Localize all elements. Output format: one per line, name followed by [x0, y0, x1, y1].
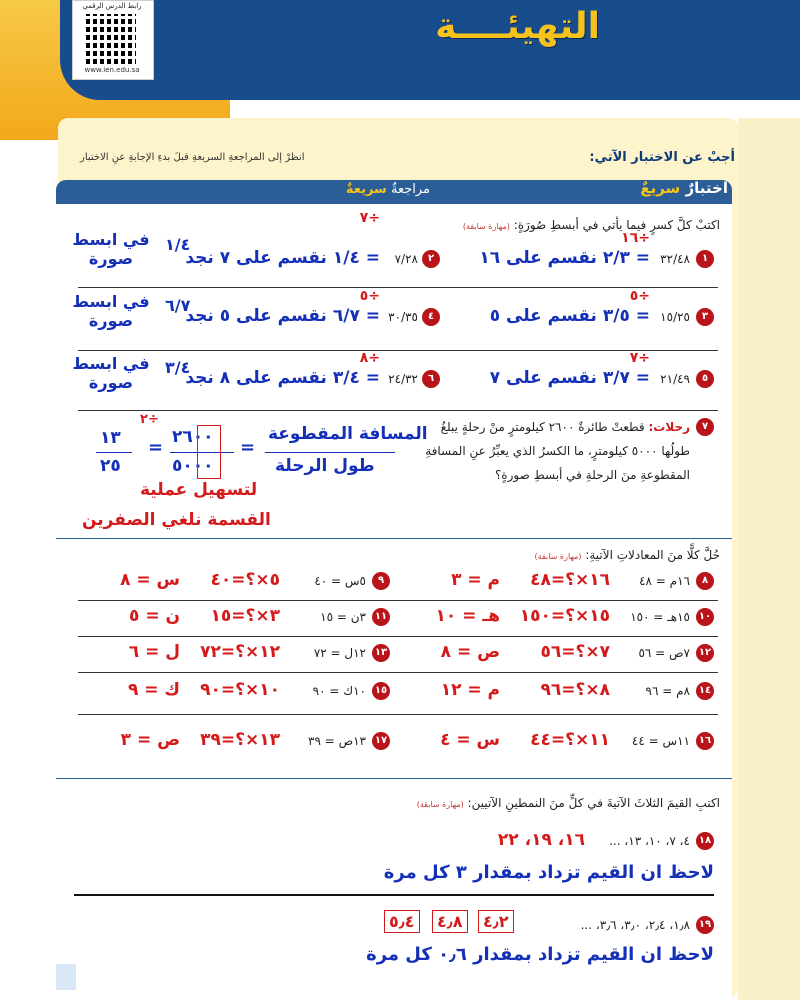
pattern-note: لاحظ ان القيم تزداد بمقدار ٣ كل مرة — [383, 862, 714, 883]
working: ١٣×؟=٣٩ — [200, 730, 280, 750]
problem-number: ١٤ — [696, 682, 714, 700]
fraction: ١٥/٢٥ — [660, 310, 690, 324]
problem-number: ١٨ — [696, 832, 714, 850]
equation: ١٠ك = ٩٠ — [312, 684, 366, 698]
equation: ٨م = ٩٦ — [645, 684, 690, 698]
sequence-answer-1: ٤٫٢ — [478, 910, 514, 933]
problem-number: ٧ — [696, 418, 714, 436]
fraction-denominator-text: طول الرحلة — [275, 456, 375, 476]
working: ١٢×؟=٧٢ — [200, 642, 280, 662]
answer-underline — [74, 894, 714, 896]
intro-heading: أجبْ عن الاختبار الآتي: — [589, 150, 735, 165]
simplest-form-note: في ابسط صورة — [72, 354, 150, 392]
simplified-fraction: ٣/٤ — [165, 358, 191, 377]
answer-text: = ٦/٧ نقسم على ٥ نجد — [185, 306, 380, 326]
simplest-form-note: في ابسط صورة — [72, 292, 150, 330]
problem-number: ٥ — [696, 370, 714, 388]
divisor-note: ÷٢ — [140, 412, 159, 427]
simplified-fraction: ١/٤ — [165, 235, 191, 254]
fraction: ٣٠/٣٥ — [388, 310, 418, 324]
section-divider — [56, 778, 732, 779]
divider — [78, 410, 718, 411]
problem-number: ١ — [696, 250, 714, 268]
fraction: ٣٢/٤٨ — [660, 252, 690, 266]
equation: ١٢ل = ٧٢ — [313, 646, 366, 660]
answer: م = ٣ — [451, 570, 500, 590]
equals-sign: = — [148, 437, 164, 458]
equation: ١٣ص = ٣٩ — [308, 734, 366, 748]
divider — [78, 672, 718, 673]
header-banner — [60, 0, 800, 100]
fraction-bar — [96, 452, 132, 453]
numerator-value: ٢٦٠٠ — [172, 427, 214, 447]
working: ٨×؟=٩٦ — [540, 680, 610, 700]
problem-number: ١٢ — [696, 644, 714, 662]
denominator-value: ٥٠٠٠ — [172, 456, 214, 476]
problem-number: ٤ — [422, 308, 440, 326]
problem-number: ٢ — [422, 250, 440, 268]
problem-number: ١٥ — [372, 682, 390, 700]
explanation-line1: لتسهيل عملية — [140, 480, 258, 500]
equation: ٣ن = ١٥ — [320, 610, 366, 624]
answer: م = ١٢ — [440, 680, 500, 700]
answer: ل = ٦ — [128, 642, 180, 662]
sequence: ١٫٨، ٢٫٤، ٣٫٠، ٣٫٦، ... — [580, 918, 690, 932]
intro-note: انظرْ إلى المراجعةِ السريعةِ قبلَ بدءِ الإجابةِ عنِ الاختبار — [80, 152, 305, 163]
working: ١٦×؟=٤٨ — [530, 570, 610, 590]
problem-number: ١٦ — [696, 732, 714, 750]
working: ١٥×؟=١٥٠ — [519, 606, 610, 626]
equation: ١١س = ٤٤ — [631, 734, 690, 748]
answer-text: = ١/٤ نقسم على ٧ نجد — [185, 248, 380, 268]
problem7-line1: رحلات: قطعتْ طائرةٌ ٢٦٠٠ كيلومترٍ منْ رحلةٍ يبلغُ — [440, 420, 690, 434]
divider — [78, 287, 718, 288]
fraction-numerator-text: المسافة المقطوعة — [268, 424, 428, 444]
cancelled-zeros-box — [197, 425, 221, 479]
working: ٥×؟=٤٠ — [210, 570, 280, 590]
working: ٧×؟=٥٦ — [540, 642, 610, 662]
review-title: مراجعةٌ سريعةٌ — [345, 182, 430, 197]
divider — [78, 636, 718, 637]
simplest-form-note: في ابسط صورة — [72, 230, 150, 268]
working: ١١×؟=٤٤ — [530, 730, 610, 750]
divisor-note: ÷٨ — [359, 350, 380, 366]
equation: ١٦م = ٤٨ — [639, 574, 690, 588]
section3-instruction: اكتبِ القيمَ الثلاثَ الآتيةَ في كلٍّ منَ النمطينِ الآتيين: (مهارة سابقة) — [416, 796, 720, 810]
divisor-note: ÷٥ — [359, 288, 380, 304]
answer: هـ = ١٠ — [435, 606, 500, 626]
problem-number: ١٧ — [372, 732, 390, 750]
problem-number: ١٣ — [372, 644, 390, 662]
problem-number: ٦ — [422, 370, 440, 388]
problem-number: ٩ — [372, 572, 390, 590]
simplified-fraction: ٦/٧ — [165, 296, 191, 315]
fraction-bar — [265, 452, 395, 453]
answer: ص = ٨ — [440, 642, 500, 662]
divisor-note: ÷١٦ — [621, 230, 650, 246]
section-divider — [56, 538, 732, 539]
pattern-note: لاحظ ان القيم تزداد بمقدار ٠٫٦ كل مرة — [366, 944, 714, 965]
problem7-line2: طولُها ٥٠٠٠ كيلومترٍ، ما الكسرُ الذي يعبِّرُ عنِ المسافةِ — [425, 444, 690, 458]
equation: ٥س = ٤٠ — [314, 574, 366, 588]
quiz-title: اختبارٌ سريعٌ — [640, 179, 728, 197]
fraction: ٢٤/٣٢ — [388, 372, 418, 386]
divisor-note: ÷٧ — [629, 350, 650, 366]
answer: س = ٤ — [440, 730, 500, 750]
working: ٣×؟=١٥ — [210, 606, 280, 626]
qr-caption: رابط الدرس الرقمي — [82, 2, 142, 10]
result-numerator: ١٣ — [100, 428, 121, 448]
answer: ص = ٣ — [120, 730, 180, 750]
problem-number: ٣ — [696, 308, 714, 326]
section2-instruction: حُلَّ كلًّا منَ المعادلاتِ الآتيةِ: (مهارة سابقة) — [534, 548, 720, 562]
divider — [78, 600, 718, 601]
answer-text: = ٣/٤ نقسم على ٨ نجد — [185, 368, 380, 388]
problem-number: ١٠ — [696, 608, 714, 626]
problem-number: ١١ — [372, 608, 390, 626]
section1-instruction: اكتبْ كلَّ كسرٍ فيما يأتي في أبسطِ صُورَةٍ: (مهارة سابقة) — [462, 218, 720, 232]
answer: ن = ٥ — [129, 606, 180, 626]
fraction: ٧/٢٨ — [394, 252, 418, 266]
result-denominator: ٢٥ — [100, 456, 121, 476]
answer-text: = ٣/٥ نقسم على ٥ — [489, 306, 650, 326]
sequence-answer: ١٦، ١٩، ٢٢ — [497, 830, 585, 850]
explanation-line2: القسمة نلغي الصفرين — [82, 510, 271, 530]
page-margin — [738, 118, 800, 1000]
page-title: التهيئــــة — [435, 6, 600, 47]
page-corner — [56, 964, 76, 990]
problem-number: ٨ — [696, 572, 714, 590]
problem7-line3: المقطوعةِ منَ الرحلةِ في أبسطِ صورةٍ؟ — [494, 468, 690, 482]
qr-code-icon[interactable] — [86, 14, 136, 64]
divider — [78, 350, 718, 351]
sequence: ٤، ٧، ١٠، ١٣، ... — [609, 834, 690, 848]
equation: ٧ص = ٥٦ — [638, 646, 690, 660]
working: ١٠×؟=٩٠ — [200, 680, 280, 700]
sequence-answer-2: ٤٫٨ — [432, 910, 468, 933]
qr-url: www.ien.edu.sa — [84, 66, 140, 74]
sequence-answer-3: ٥٫٤ — [384, 910, 420, 933]
equation: ١٥هـ = ١٥٠ — [630, 610, 690, 624]
fraction: ٢١/٤٩ — [660, 372, 690, 386]
divider — [78, 714, 718, 715]
answer: ك = ٩ — [127, 680, 180, 700]
divisor-note: ÷٧ — [359, 210, 380, 226]
answer-text: = ٣/٧ نقسم على ٧ — [489, 368, 650, 388]
equals-sign: = — [240, 437, 256, 458]
divisor-note: ÷٥ — [629, 288, 650, 304]
answer: س = ٨ — [120, 570, 180, 590]
answer-text: = ٢/٣ نقسم على ١٦ — [479, 248, 650, 268]
problem-number: ١٩ — [696, 916, 714, 934]
